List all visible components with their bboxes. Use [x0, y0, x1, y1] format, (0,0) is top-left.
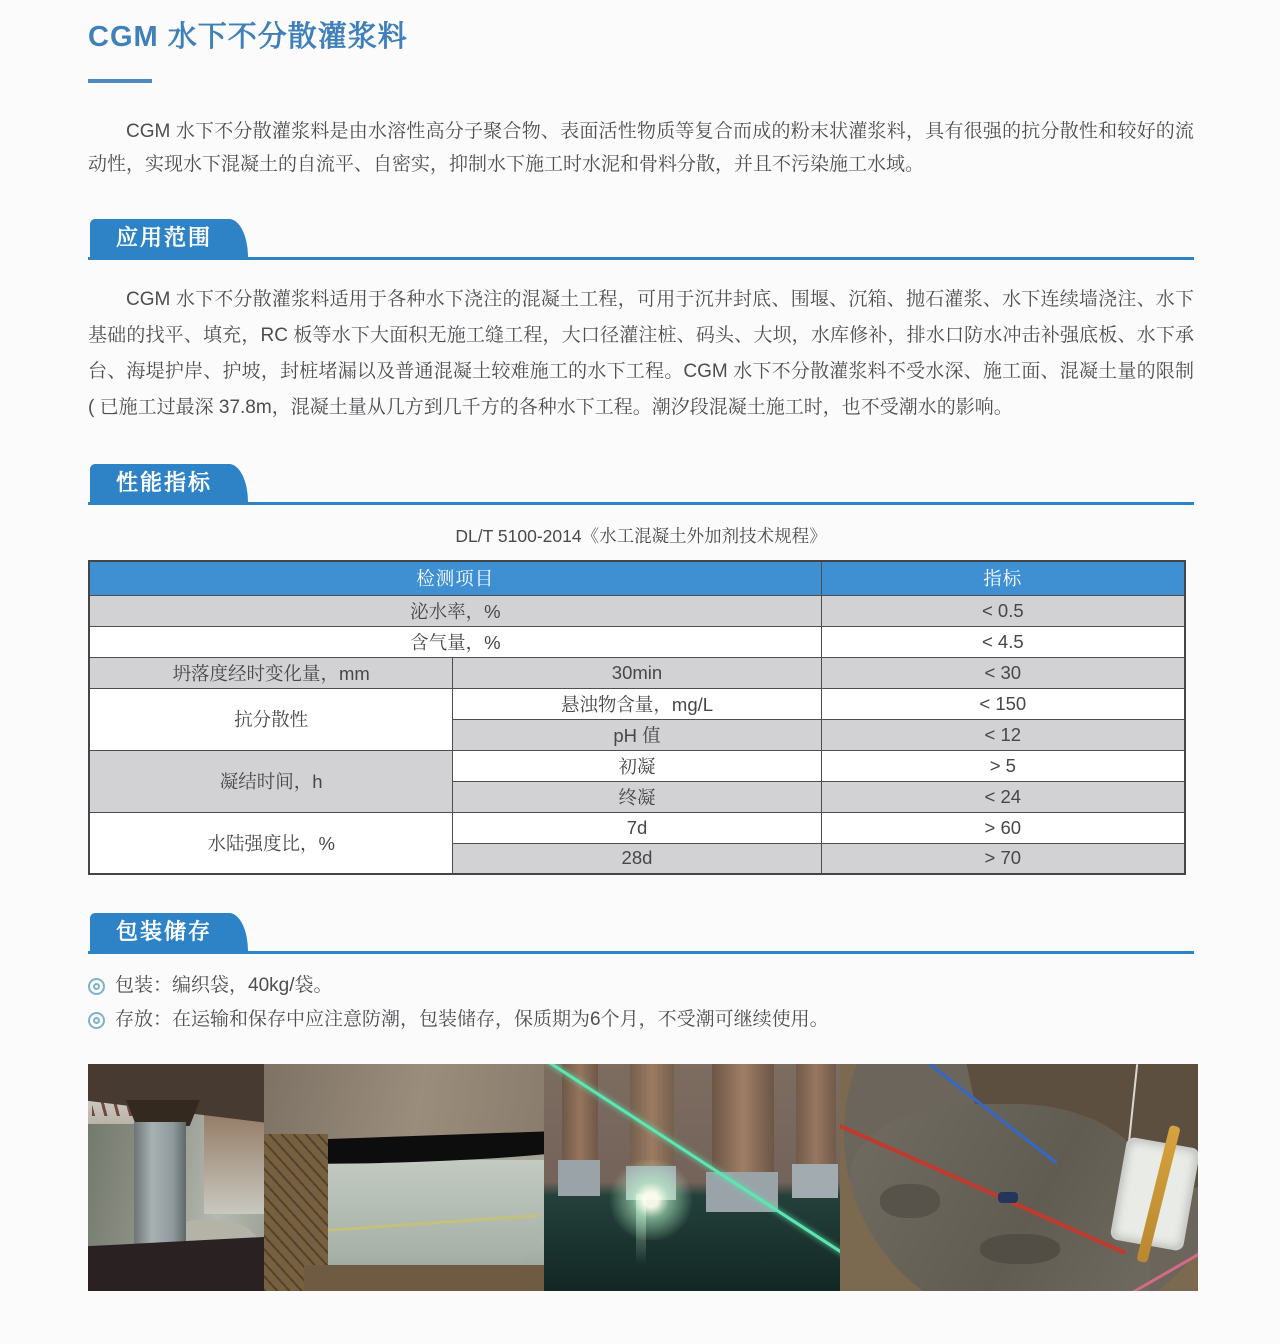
- title-underline: [88, 79, 152, 83]
- cell-condition: 初凝: [453, 750, 821, 781]
- photo-region: [304, 1265, 544, 1291]
- page-title: CGM 水下不分散灌浆料: [88, 21, 408, 53]
- cell-condition: 终凝: [453, 781, 821, 812]
- table-row: [89, 688, 1185, 719]
- cell-item: 泌水率，%: [89, 595, 821, 626]
- cell-value: < 12: [821, 719, 1185, 750]
- photo-region: [796, 1064, 836, 1180]
- section-tab-application: 应用范围: [90, 219, 230, 257]
- photo-region: [88, 1236, 264, 1291]
- photo-region: [980, 1234, 1060, 1264]
- photo-region: [792, 1164, 838, 1198]
- table-row: [89, 657, 1185, 688]
- section-head-packaging: [88, 913, 1194, 954]
- table-row: [89, 812, 1185, 843]
- photo-region: [558, 1160, 600, 1196]
- table-header-item: 检测项目: [89, 561, 821, 595]
- cell-value: < 30: [821, 657, 1185, 688]
- packaging-bullets: [88, 974, 1194, 1032]
- cell-condition: 悬浊物含量，mg/L: [453, 688, 821, 719]
- photo-pier-grout-jacket-closeup: [264, 1064, 544, 1291]
- table-header-row: [89, 561, 1185, 595]
- standard-reference-note: DL/T 5100-2014《水工混凝土外加剂技术规程》: [455, 526, 827, 546]
- cell-value: < 150: [821, 688, 1185, 719]
- cell-condition: pH 值: [453, 719, 821, 750]
- table-row: [89, 750, 1185, 781]
- cell-value: > 5: [821, 750, 1185, 781]
- double-ring-bullet-icon: [88, 978, 105, 995]
- double-ring-bullet-icon: [88, 1012, 105, 1029]
- section-head-performance: [88, 464, 1194, 505]
- intro-paragraph: CGM 水下不分散灌浆料是由水溶性高分子聚合物、表面活性物质等复合而成的粉末状灌浆料，具有很强的抗分散性和较好的流动性，实现水下混凝土的自流平、自密实，抑制水下施工时水泥和骨料分散，并且不污染施工水域。: [88, 121, 1194, 175]
- cell-value: > 60: [821, 812, 1185, 843]
- cell-item: 坍落度经时变化量，mm: [89, 657, 453, 688]
- project-photo-strip: [88, 1064, 1198, 1291]
- photo-region: [998, 1192, 1018, 1203]
- photo-caisson-bottom-mud-with-cables: [840, 1064, 1198, 1291]
- photo-bridge-piers-underwater-repair-at-night: [544, 1064, 840, 1291]
- cell-condition: 28d: [453, 843, 821, 874]
- application-paragraph: CGM 水下不分散灌浆料适用于各种水下浇注的混凝土工程，可用于沉井封底、围堰、沉箱、抛石灌浆、水下连续墙浇注、水下基础的找平、填充，RC 板等水下大面积无施工缝工程，大口径灌注桩、码头、大坝，水库修补，排水口防水冲击补强底板、水下承台、海堤护岸、护坡，封桩堵漏以及普通混凝土较难施工的水下工程。CGM 水下不分散灌浆料不受水深、施工面、混凝土量的限制 ( 已施工过最深 37.8m，混凝土量从几方到几千方的各种水下工程。潮汐段混凝土施工时，也不受潮水的影响。: [88, 289, 1194, 418]
- cell-item: 抗分散性: [89, 688, 453, 750]
- cell-item: 含气量，%: [89, 626, 821, 657]
- cell-value: > 70: [821, 843, 1185, 874]
- cell-condition: 7d: [453, 812, 821, 843]
- cell-value: < 4.5: [821, 626, 1185, 657]
- bullet-text: 包装：编织袋，40kg/袋。: [115, 975, 333, 996]
- cell-condition: 30min: [453, 657, 821, 688]
- list-item: [88, 1008, 1194, 1032]
- photo-region: [880, 1184, 940, 1218]
- bullet-text: 存放：在运输和保存中应注意防潮，包装储存，保质期为6个月，不受潮可继续使用。: [115, 1009, 829, 1030]
- photo-pier-steel-casing-under-bridge: [88, 1064, 264, 1291]
- cell-value: < 24: [821, 781, 1185, 812]
- table-header-value: 指标: [821, 561, 1185, 595]
- list-item: [88, 974, 1194, 998]
- cell-value: < 0.5: [821, 595, 1185, 626]
- photo-region: [712, 1064, 774, 1188]
- table-row: [89, 595, 1185, 626]
- section-tab-packaging: 包装储存: [90, 913, 230, 951]
- photo-region: [606, 1160, 696, 1240]
- cell-item: 凝结时间，h: [89, 750, 453, 812]
- table-row: [89, 626, 1185, 657]
- cell-item: 水陆强度比，%: [89, 812, 453, 874]
- performance-table: [88, 560, 1186, 875]
- section-head-application: [88, 219, 1194, 260]
- section-tab-performance: 性能指标: [90, 464, 230, 502]
